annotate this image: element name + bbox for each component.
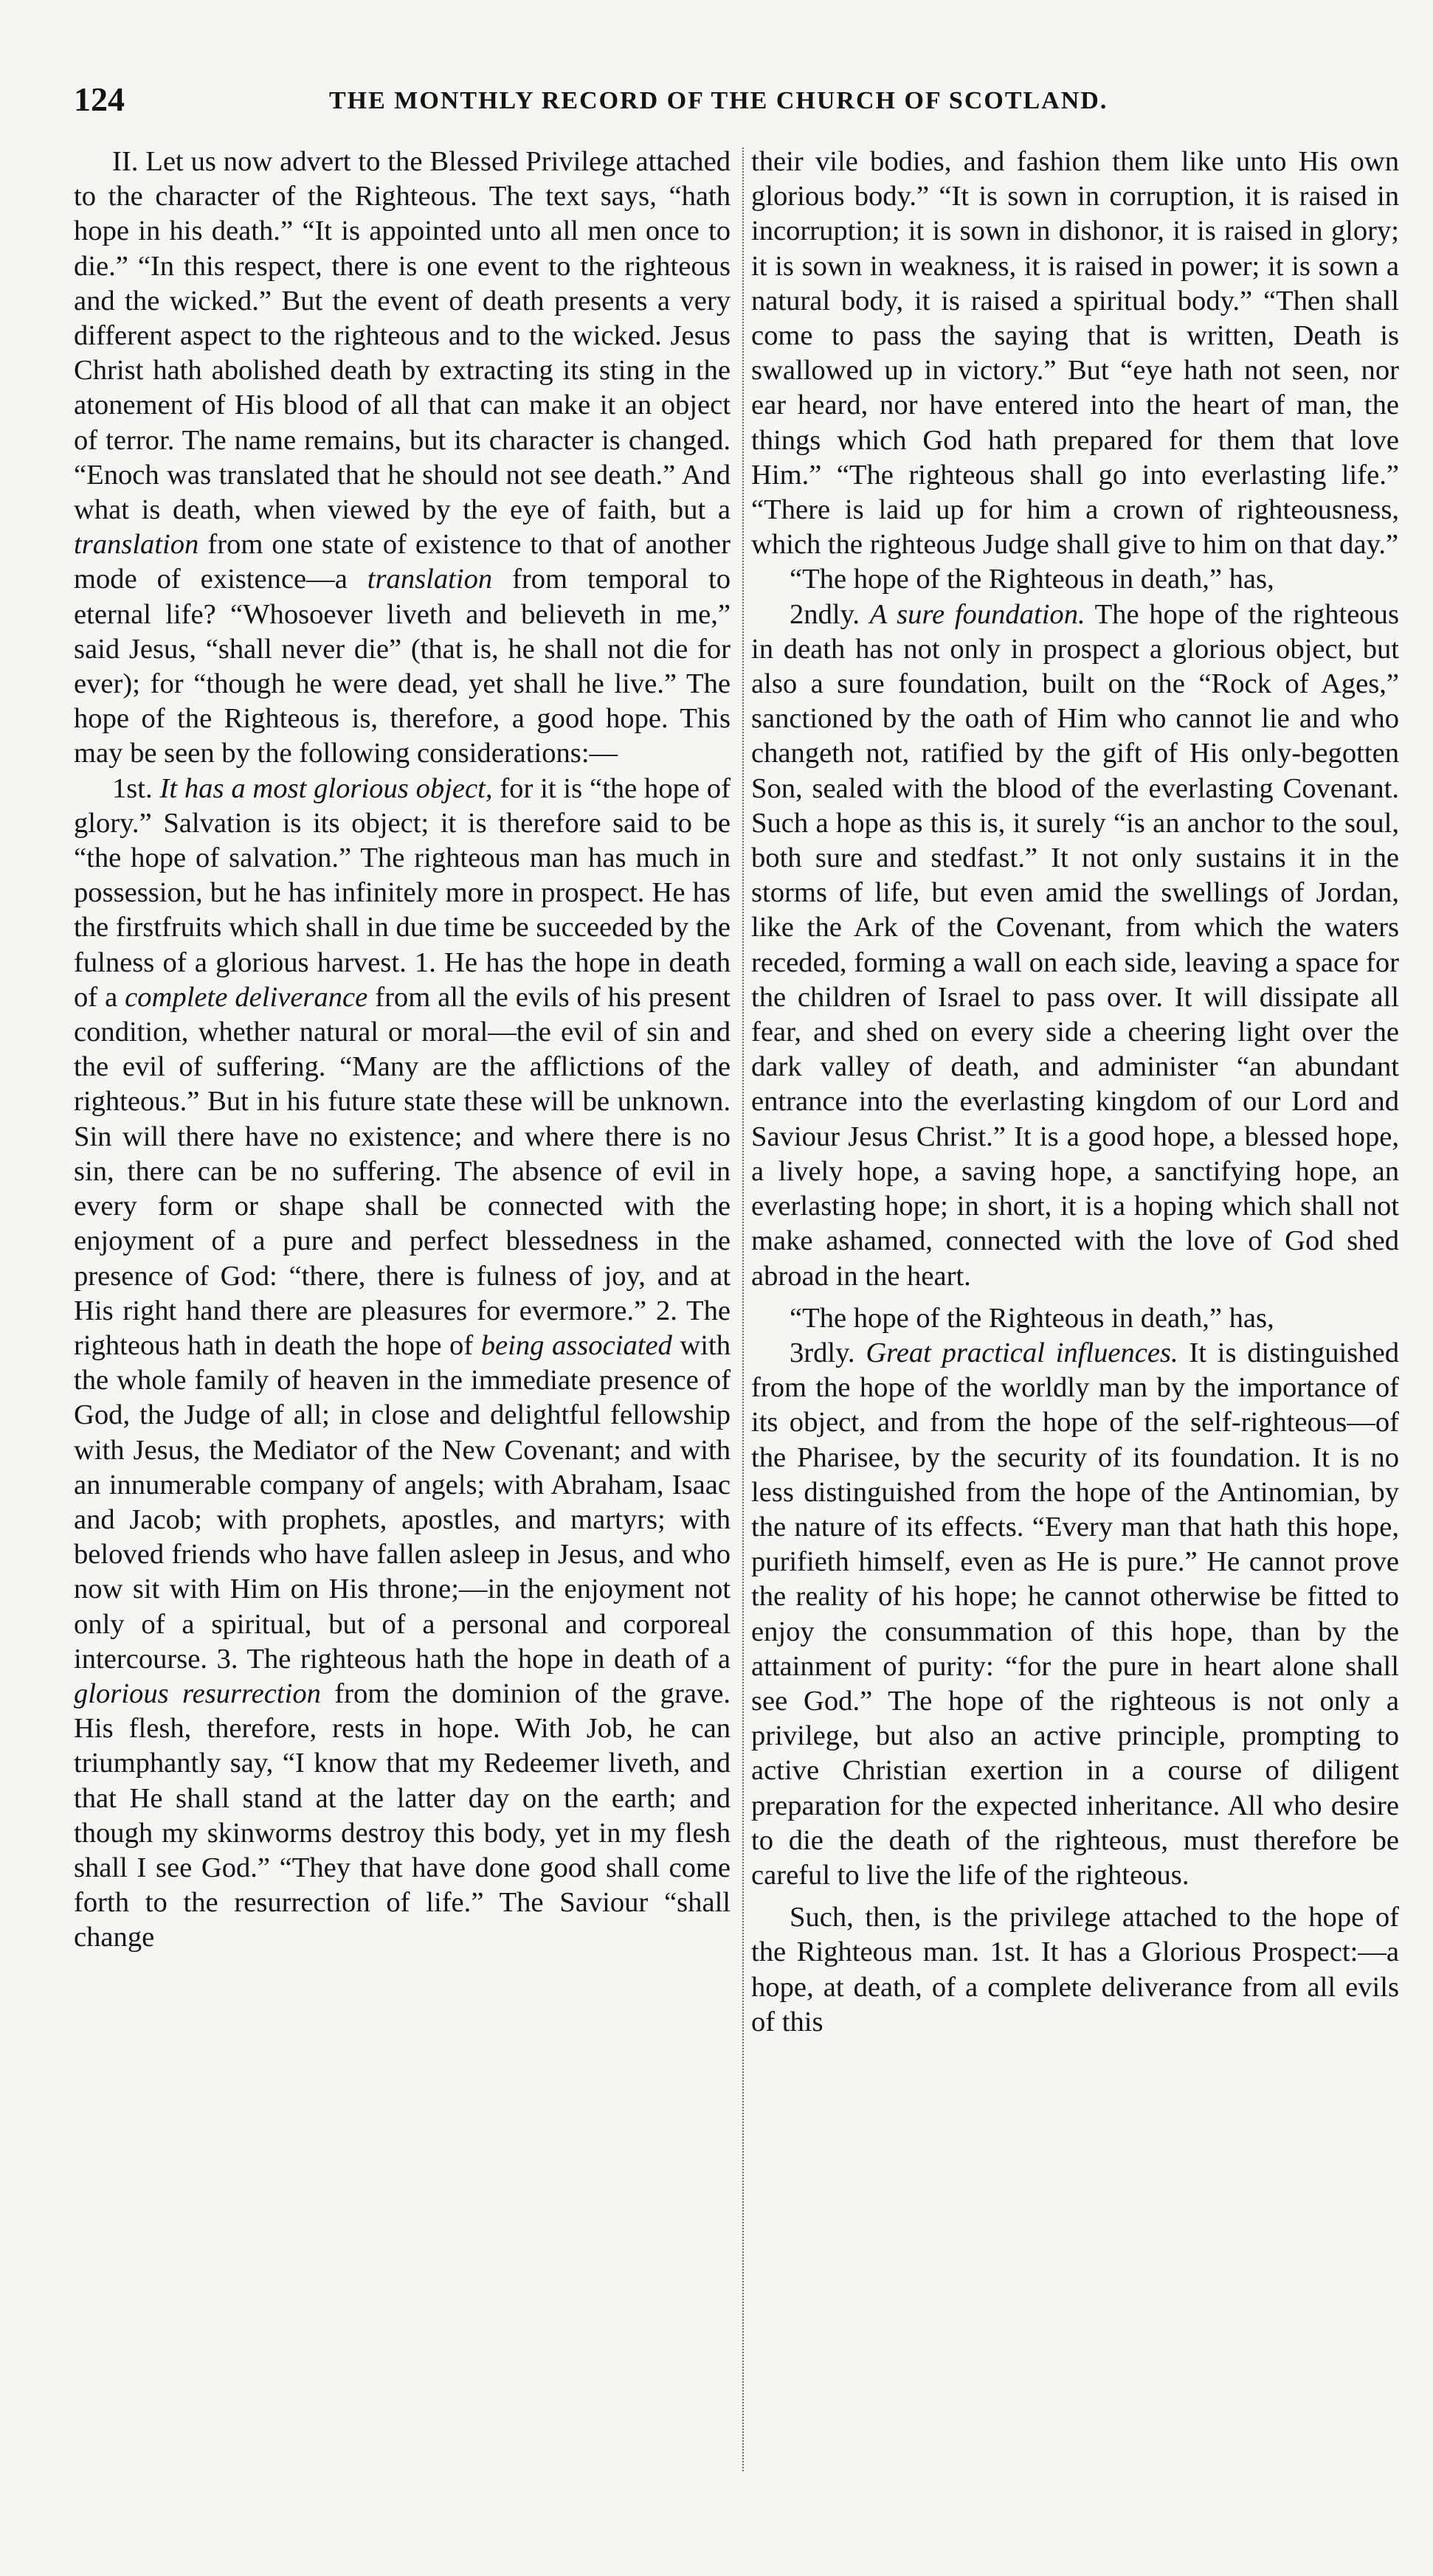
text-run: 2ndly.: [790, 598, 870, 630]
text-run: 3rdly.: [790, 1337, 866, 1368]
text-run: their vile bodies, and fashion them like unto His own glorious body.” “It is sown in corruption, it is raised in incorruption; it is sown in dishonor, it is raised in glory; it is sown in weakness, it is raised in power; it is sown a natural body, it is raised a spiritual body.” “Then shall come to pass the saying that is written, Death is swallowed up in victory.” But “eye hath not seen, nor ear heard, nor have entered into the heart of man, the things which God hath prepared for them that love Him.” “The righteous shall go into everlasting life.” “There is laid up for him a crown of righteousness, which the righteous Judge shall give to him on that day.”: [751, 146, 1399, 561]
italic-text: glorious resurrection: [74, 1677, 321, 1709]
paragraph: [74, 772, 731, 1956]
paragraph: [751, 1301, 1399, 1336]
text-run: with the whole family of heaven in the immediate presence of God, the Judge of all; in close and delightful fellowship with Jesus, the Mediator of the New Covenant; and with an innumerable company of angels; with Abraham, Isaac and Jacob; with prophets, apostles, and martyrs; with beloved friends who have fallen asleep in Jesus, and who now sit with Him on His throne;—in the enjoyment not only of a spiritual, but of a personal and corporeal intercourse. 3. The righteous hath the hope in death of a: [74, 1329, 731, 1675]
paragraph: [751, 562, 1399, 597]
paragraph: [751, 1336, 1399, 1893]
paragraph: [751, 1900, 1399, 2040]
left-column: [74, 145, 731, 1956]
italic-text: translation: [367, 564, 493, 595]
italic-text: translation: [74, 529, 199, 561]
text-run: “The hope of the Righteous in death,” has,: [790, 564, 1274, 595]
text-run: “The hope of the Righteous in death,” has,: [790, 1302, 1274, 1334]
column-divider: [742, 148, 744, 2471]
italic-text: Great practical influences.: [866, 1337, 1178, 1368]
italic-text: It has a most glorious object,: [159, 772, 493, 804]
paragraph: [751, 598, 1399, 1294]
text-run: from temporal to eternal life? “Whosoever liveth and believeth in me,” said Jesus, “shall never die” (that is, he shall not die for ever); for “though he were dead, yet shall he live.” The hope of the Righteous is, therefore, a good hope. This may be seen by the following considerations:—: [74, 564, 731, 769]
text-run: 1st.: [112, 772, 160, 804]
text-run: The hope of the righteous in death has not only in prospect a glorious object, but also a sure foundation, built on the “Rock of Ages,” sanctioned by the oath of Him who cannot lie and who changeth not, ratified by the gift of His only-begotten Son, sealed with the blood of the everlasting Covenant. Such a hope as this is, it surely “is an anchor to the soul, both sure and stedfast.” It not only sustains it in the storms of life, but even amid the swellings of Jordan, like the Ark of the Covenant, from which the waters receded, forming a wall on each side, leaving a space for the children of Israel to pass over. It will dissipate all fear, and shed on every side a cheering light over the dark valley of death, and administer “an abundant entrance into the everlasting kingdom of our Lord and Saviour Jesus Christ.” It is a good hope, a blessed hope, a lively hope, a saving hope, a sanctifying hope, an everlasting hope; in short, it is a hoping which shall not make ashamed, connected with the love of God shed abroad in the heart.: [751, 598, 1399, 1292]
text-run: from one state of existence to that of another mode of existence—a: [74, 529, 731, 595]
text-run: Such, then, is the privilege attached to the hope of the Righteous man. 1st. It has a Glorious Prospect:—a hope, at death, of a complete deliverance from all evils of this: [751, 1902, 1399, 2037]
page-number: 124: [74, 80, 125, 118]
text-run: from all the evils of his present condition, whether natural or moral—the evil of sin and the evil of suffering. “Many are the afflictions of the righteous.” But in his future state these will be unknown. Sin will there have no existence; and where there is no sin, there can be no suffering. The absence of evil in every form or shape shall be connected with the enjoyment of a pure and perfect blessedness in the presence of God: “there, there is fulness of joy, and at His right hand there are pleasures for evermore.” 2. The righteous hath in death the hope of: [74, 981, 731, 1361]
text-run: It is distinguished from the hope of the worldly man by the importance of its object, and from the hope of the self-righteous—of the Pharisee, by the security of its foundation. It is no less distinguished from the hope of the Antinomian, by the nature of its effects. “Every man that hath this hope, purifieth himself, even as He is pure.” He cannot prove the reality of his hope; he cannot otherwise be fitted to enjoy the consummation of this hope, than by the attainment of purity: “for the pure in heart alone shall see God.” The hope of the righteous is not only a privilege, but also an active principle, prompting to active Christian exertion in a course of diligent preparation for the expected inheritance. All who desire to die the death of the righteous, must therefore be careful to live the life of the righteous.: [751, 1337, 1399, 1891]
italic-text: being associated: [480, 1329, 672, 1361]
right-column: [751, 145, 1399, 2040]
paragraph: [74, 145, 731, 772]
italic-text: A sure foundation.: [869, 598, 1085, 630]
page-header: [74, 80, 1402, 124]
italic-text: complete deliverance: [125, 981, 368, 1013]
running-title: THE MONTHLY RECORD OF THE CHURCH OF SCOTLAND.: [329, 87, 1108, 114]
paragraph: [751, 145, 1399, 562]
text-run: from the dominion of the grave. His flesh, therefore, rests in hope. With Job, he can triumphantly say, “I know that my Redeemer liveth, and that He shall stand at the latter day on the earth; and though my skinworms destroy this body, yet in my flesh shall I see God.” “They that have done good shall come forth to the resurrection of life.” The Saviour “shall change: [74, 1677, 731, 1953]
text-run: II. Let us now advert to the Blessed Privilege attached to the character of the Righteous. The text says, “hath hope in his death.” “It is appointed unto all men once to die.” “In this respect, there is one event to the righteous and the wicked.” But the event of death presents a very different aspect to the righteous and to the wicked. Jesus Christ hath abolished death by extracting its sting in the atonement of His blood of all that can make it an object of terror. The name remains, but its character is changed. “Enoch was translated that he should not see death.” And what is death, when viewed by the eye of faith, but a: [74, 146, 731, 526]
text-run: for it is “the hope of glory.” Salvation is its object; it is therefore said to be “the hope of salvation.” The righteous man has much in possession, but he has infinitely more in prospect. He has the firstfruits which shall in due time be succeeded by the fulness of a glorious harvest. 1. He has the hope in death of a: [74, 772, 731, 1013]
